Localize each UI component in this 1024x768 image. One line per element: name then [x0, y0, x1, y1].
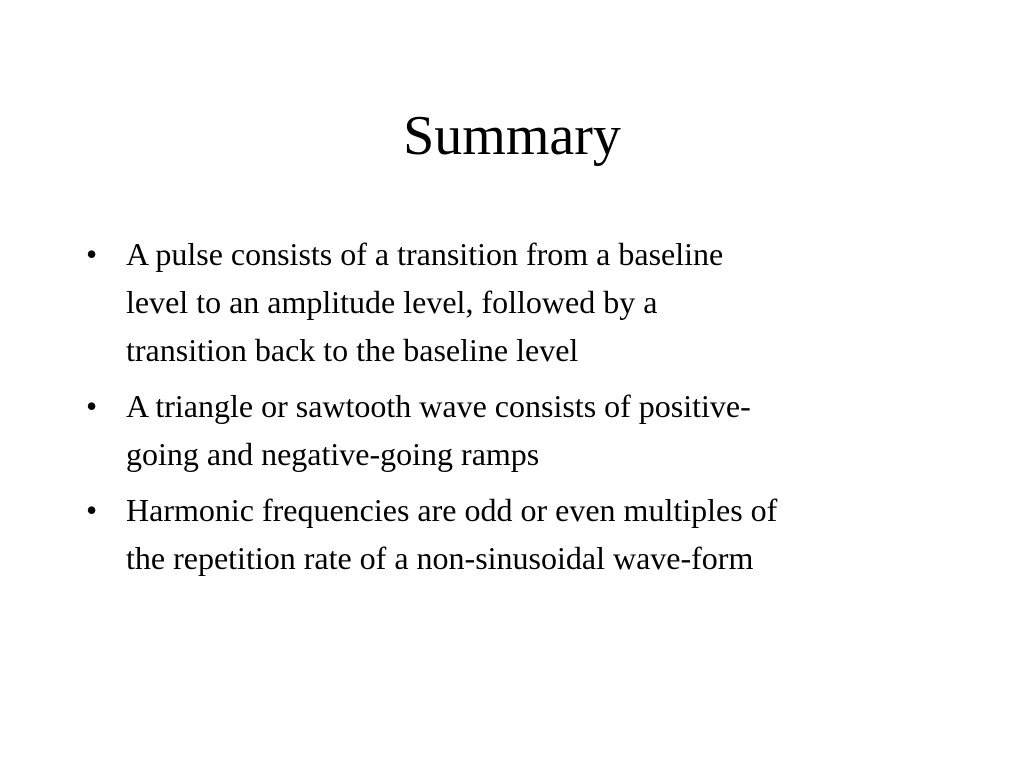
bullet-icon: •: [86, 492, 98, 528]
bullet-item: [86, 230, 966, 374]
bullet-list: [86, 230, 966, 590]
bullet-text-line: Harmonic frequencies are odd or even multiples of: [126, 492, 778, 528]
bullet-text-line: level to an amplitude level, followed by a: [126, 284, 658, 320]
bullet-item: [86, 382, 966, 478]
bullet-item: [86, 486, 966, 582]
bullet-icon: •: [86, 388, 98, 424]
bullet-text-line: the repetition rate of a non-sinusoidal wave-form: [126, 540, 754, 576]
bullet-text-line: going and negative-going ramps: [126, 436, 540, 472]
bullet-text-line: transition back to the baseline level: [126, 332, 579, 368]
bullet-text-line: A pulse consists of a transition from a baseline: [126, 236, 724, 272]
slide-title: Summary: [403, 105, 621, 167]
bullet-icon: •: [86, 236, 98, 272]
bullet-text-line: A triangle or sawtooth wave consists of positive-: [126, 388, 751, 424]
